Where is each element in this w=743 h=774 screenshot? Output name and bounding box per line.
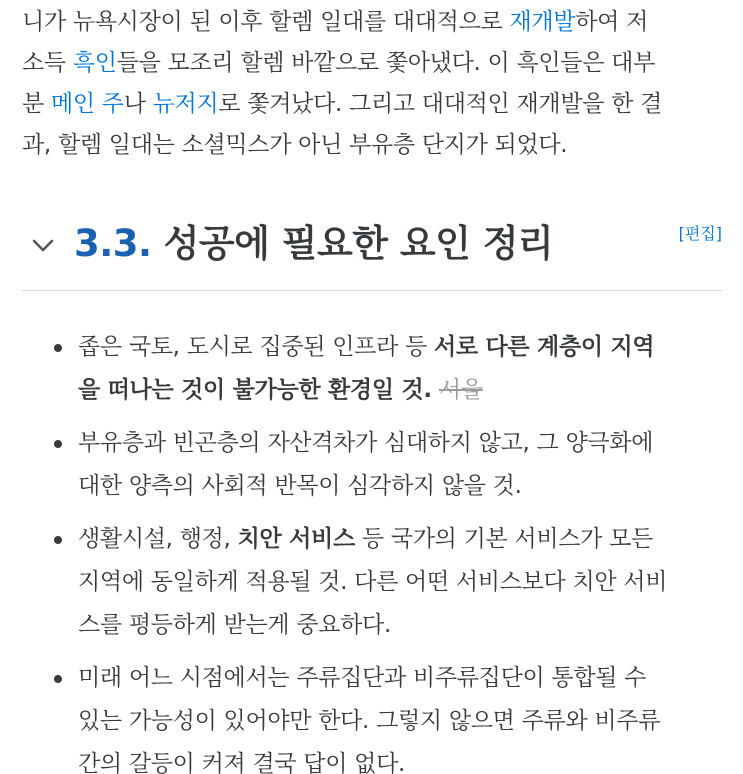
bullet-list: [50, 326, 730, 774]
intro-line: [22, 43, 722, 84]
bullet-dot-icon: [54, 675, 62, 683]
intro-text: 니가 뉴욕시장이 된 이후 할렘 일대를 대대적으로: [22, 9, 510, 35]
list-item-line: [78, 326, 730, 369]
list-item: [50, 326, 730, 412]
list-item-line: 있는 가능성이 있어야만 한다. 그렇지 않으면 주류와 비주류: [78, 708, 661, 734]
intro-paragraph: [22, 2, 722, 166]
list-item: [50, 657, 730, 774]
list-item-bold-text: 치안 서비스: [237, 526, 355, 552]
list-item-bold-text: 서로 다른 계층이 지역: [433, 334, 655, 360]
section-heading[interactable]: [22, 205, 722, 291]
bullet-dot-icon: [54, 344, 62, 352]
intro-text: 나: [123, 91, 153, 117]
intro-text: 소득: [22, 50, 73, 76]
section-title: [74, 219, 553, 269]
list-item-line: [78, 369, 730, 412]
list-item-line: 미래 어느 시점에서는 주류집단과 비주류집단이 통합될 수: [78, 665, 647, 691]
list-item-bold-text: 을 떠나는 것이 불가능한 환경일 것.: [78, 377, 432, 403]
intro-text: 들을 모조리 할렘 바깥으로 쫓아냈다. 이 흑인들은 대부: [116, 50, 655, 76]
list-item-line: 부유층과 빈곤층의 자산격차가 심대하지 않고, 그 양극화에: [78, 430, 654, 456]
link-new-jersey[interactable]: 뉴저지: [152, 91, 219, 117]
section-title-text: 성공에 필요한 요인 정리: [163, 222, 554, 265]
list-item-text: 좁은 국토, 도시로 집중된 인프라 등: [78, 334, 434, 360]
intro-text: 하여 저: [575, 9, 648, 35]
list-item-text: 생활시설, 행정,: [78, 526, 238, 552]
intro-line: 과, 할렘 일대는 소셜믹스가 아닌 부유층 단지가 되었다.: [22, 132, 568, 158]
bullet-dot-icon: [54, 440, 62, 448]
chevron-down-icon[interactable]: [30, 235, 56, 255]
link-black-people[interactable]: 흑인: [72, 50, 117, 76]
list-item-line: [78, 518, 730, 561]
list-item: [50, 518, 730, 647]
list-item-line: 스를 평등하게 받는게 중요하다.: [78, 612, 391, 638]
intro-line: [22, 84, 722, 125]
intro-text: 로 쫓겨났다. 그리고 대대적인 재개발을 한 결: [218, 91, 663, 117]
section-number: 3.3.: [74, 222, 152, 265]
list-item-text: 등 국가의 기본 서비스가 모든: [354, 526, 653, 552]
bullet-dot-icon: [54, 536, 62, 544]
link-redevelopment[interactable]: 재개발: [509, 9, 576, 35]
list-item-line: 간의 갈등이 커져 결국 답이 없다.: [78, 751, 406, 774]
list-item-line: 지역에 동일하게 적용될 것. 다른 어떤 서비스보다 치안 서비: [78, 569, 668, 595]
strikethrough-text: 서울: [438, 377, 483, 403]
list-item: [50, 422, 730, 508]
list-item-line: 대한 양측의 사회적 반목이 심각하지 않을 것.: [78, 473, 522, 499]
intro-line: [22, 2, 722, 43]
intro-text: 분: [22, 91, 51, 117]
link-maine[interactable]: 메인 주: [50, 91, 124, 117]
edit-section-link[interactable]: [편집]: [678, 224, 722, 243]
